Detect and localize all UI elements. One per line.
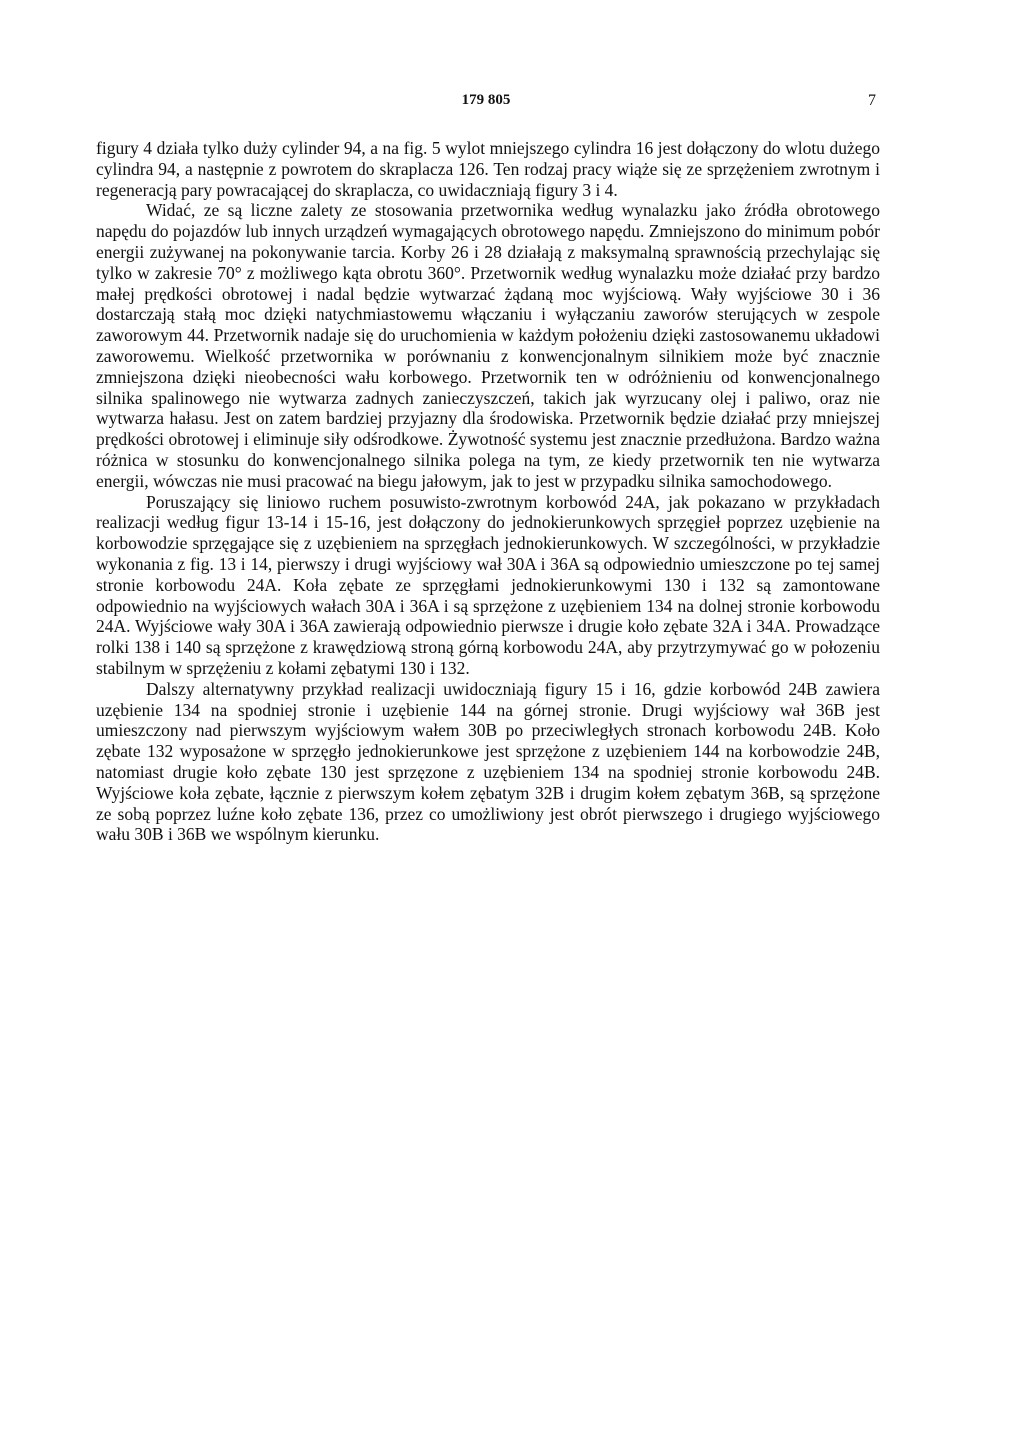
paragraph-4: Dalszy alternatywny przykład realizacji uwidoczniają figury 15 i 16, gdzie korbowód 24B zawiera uzębienie 134 na spodniej stronie i uzębienie 144 na górnej stronie. Drugi wyjściowy wał 36B jest umieszczony nad pierwszym wyjściowym wałem 30B po przeciwległych stronach korbowodu 24B. Koło zębate 132 wyposażone w sprzęgło jednokierunkowe jest sprzężone z uzębieniem 144 na korbowodzie 24B, natomiast drugie koło zębate 130 jest sprzęzone z uzębieniem 134 na spodniej stronie korbowodu 24B. Wyjściowe koła zębate, łącznie z pierwszym kołem zębatym 32B i drugim kołem zębatym 36B, są sprzężone ze sobą poprzez luźne koło zębate 136, przez co umożliwiony jest obrót pierwszego i drugiego wyjściowego wału 30B i 36B we wspólnym kierunku. bbox=[96, 678, 880, 845]
paragraph-1: figury 4 działa tylko duży cylinder 94, a na fig. 5 wylot mniejszego cylindra 16 jest dołączony do wlotu dużego cylindra 94, a następnie z powrotem do skraplacza 126. Ten rodzaj pracy wiąże się ze sprzężeniem zwrotnym i regeneracją pary powracającej do skraplacza, co uwidaczniają figury 3 i 4. bbox=[96, 138, 880, 200]
page-header bbox=[96, 92, 876, 116]
document-number: 179 805 bbox=[461, 92, 511, 108]
paragraph-2: Widać, ze są liczne zalety ze stosowania przetwornika według wynalazku jako źródła obrotowego napędu do pojazdów lub innych urządzeń wymagających obrotowego napędu. Zmniejszono do minimum pobór energii zużywanej na pokonywanie tarcia. Korby 26 i 28 działają z maksymalną sprawnością przechylając się tylko w zakresie 70° z możliwego kąta obrotu 360°. Przetwornik według wynalazku może działać przy bardzo małej prędkości obrotowej i nadal będzie wytwarzać żądaną moc wyjściową. Wały wyjściowe 30 i 36 dostarczają stałą moc dzięki natychmiastowemu włączaniu i wyłączaniu zaworów sterujących w zespole zaworowym 44. Przetwornik nadaje się do uruchomienia w każdym położeniu dzięki zastosowanemu układowi zaworowemu. Wielkość przetwornika w porównaniu z konwencjonalnym silnikiem może być znacznie zmniejszona dzięki nieobecności wału korbowego. Przetwornik ten w odróżnieniu od konwencjonalnego silnika spalinowego nie wytwarza zadnych zanieczyszczeń, takich jak wyrzucany olej i paliwo, oraz nie wytwarza hałasu. Jest on zatem bardziej przyjazny dla środowiska. Przetwornik będzie działać przy mniejszej prędkości obrotowej i eliminuje siły odśrodkowe. Żywotność systemu jest znacznie przedłużona. Bardzo ważna różnica w stosunku do konwencjonalnego silnika polega na tym, ze kiedy przetwornik ten nie wytwarza energii, wówczas nie musi pracować na biegu jałowym, jak to jest w przypadku silnika samochodowego. bbox=[96, 200, 880, 491]
document-body bbox=[96, 138, 880, 845]
page-number: 7 bbox=[868, 92, 876, 109]
paragraph-3: Poruszający się liniowo ruchem posuwisto-zwrotnym korbowód 24A, jak pokazano w przykładach realizacji według figur 13-14 i 15-16, jest dołączony do jednokierunkowych sprzęgieł poprzez uzębienie na korbowodzie sprzęgające się z uzębieniem na sprzęgłach jednokierunkowych. W szczególności, w przykładzie wykonania z fig. 13 i 14, pierwszy i drugi wyjściowy wał 30A i 36A są odpowiednio umieszczone po tej samej stronie korbowodu 24A. Koła zębate ze sprzęgłami jednokierunkowymi 130 i 132 są zamontowane odpowiednio na wyjściowych wałach 30A i 36A i są sprzężone z uzębieniem 134 na dolnej stronie korbowodu 24A. Wyjściowe wały 30A i 36A zawierają odpowiednio pierwsze i drugie koło zębate 32A i 34A. Prowadzące rolki 138 i 140 są sprzężone z krawędziową stroną górną korbowodu 24A, aby przytrzymywać go w połozeniu stabilnym w sprzężeniu z kołami zębatymi 130 i 132. bbox=[96, 491, 880, 678]
